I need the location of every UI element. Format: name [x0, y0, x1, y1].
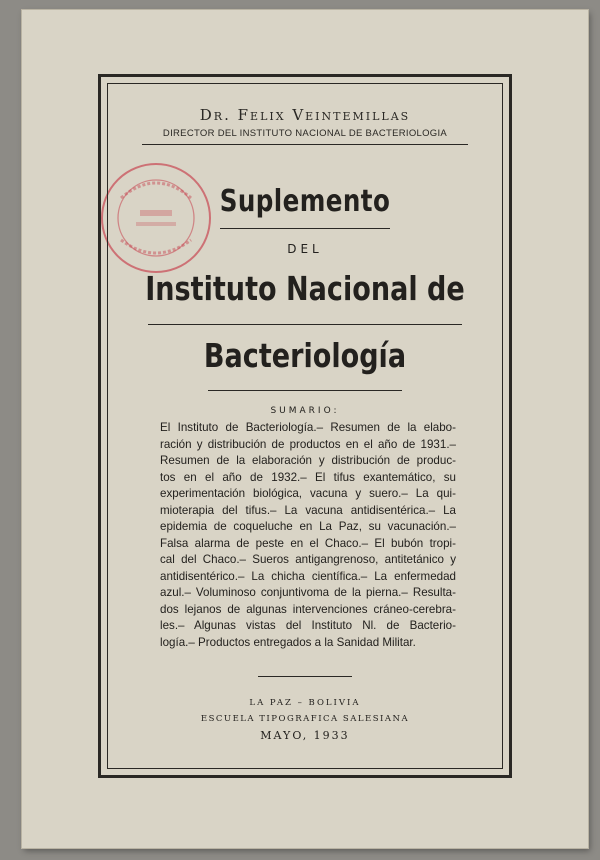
- sumario-line: El Instituto de Bacteriología.– Resumen de la elabo-: [160, 421, 456, 434]
- cover-inner-frame: [107, 83, 503, 769]
- sumario-line: mioterapia del tifus.– La vacuna antidisentérica.– La: [160, 503, 456, 517]
- title-bacteriologia: Bacteriología: [203, 336, 407, 375]
- sumario-line: Resumen de la elaboración y distribución de produc-: [160, 454, 456, 467]
- author-role: DIRECTOR DEL INSTITUTO NACIONAL DE BACTERIOLOGIA: [162, 128, 448, 139]
- title-institute: Instituto Nacional de: [145, 269, 465, 308]
- sumario-heading: SUMARIO:: [270, 406, 340, 416]
- author-name: Dr. Felix Veintemillas: [199, 106, 411, 124]
- sumario-line: logía.– Productos entregados a la Sanidad Militar.: [160, 635, 416, 649]
- sumario-text: [160, 420, 456, 651]
- imprint-city: LA PAZ – BOLIVIA: [249, 698, 361, 708]
- imprint-press: ESCUELA TIPOGRAFICA SALESIANA: [200, 714, 410, 724]
- title-connector: DEL: [287, 242, 323, 256]
- sumario-line: ración y distribución de productos en el año de 1931.–: [160, 437, 456, 451]
- sumario-line: epidemia de coqueluche en La Paz, su vacunación.–: [160, 520, 456, 533]
- book-cover: [22, 10, 588, 848]
- sumario-line: tos en el año de 1932.– El tifus exantemático, su: [160, 470, 456, 484]
- imprint-date: MAYO, 1933: [260, 729, 350, 742]
- sumario-line: experimentación biológica, vacuna y suero.– La qui-: [160, 487, 456, 500]
- sumario-line: dos lejanos de algunas intervenciones cráneo-cerebra-: [160, 602, 456, 616]
- sumario-line: cal del Chaco.– Sueros antigangrenoso, antitetánico y: [160, 553, 456, 566]
- header-rule: [142, 144, 468, 145]
- title-rule-2: [148, 324, 462, 325]
- footer-rule: [258, 676, 352, 677]
- cover-frame: [98, 74, 512, 778]
- sumario-line: Falsa alarma de peste en el Chaco.– El bubón tropi-: [160, 536, 456, 550]
- sumario-line: antidisentérico.– La chicha científica.– La enfermedad: [160, 569, 456, 583]
- title-rule-3: [208, 390, 402, 391]
- title-rule-1: [220, 228, 390, 229]
- sumario-line: les.– Algunas vistas del Instituto Nl. de Bacterio-: [160, 619, 456, 632]
- sumario-line: azul.– Voluminoso conjuntivoma de la pierna.– Resulta-: [160, 586, 456, 599]
- title-suplemento: Suplemento: [219, 184, 391, 219]
